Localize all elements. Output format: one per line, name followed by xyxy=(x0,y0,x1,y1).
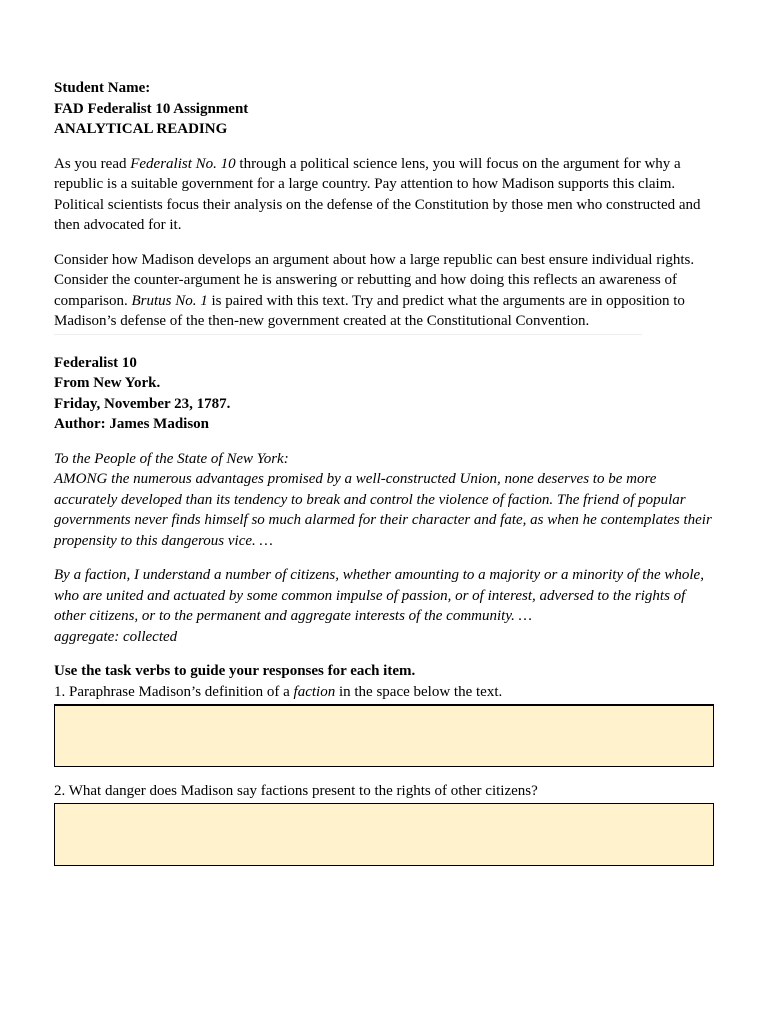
question-1-post: in the space below the text. xyxy=(335,683,503,700)
section-title: ANALYTICAL READING xyxy=(54,121,228,137)
excerpt-block-2 xyxy=(54,565,716,647)
excerpt-paragraph-2: By a faction, I understand a number of citizens, whether amounting to a majority or a minority of the whole, who are united and actuated by some common impulse of passion, or of interest, adversed to the rights of other citizens, or to the permanent and aggregate interests of the community. … xyxy=(54,567,704,624)
task-instruction: Use the task verbs to guide your responses for each item. xyxy=(54,663,416,679)
answer-box-1[interactable] xyxy=(54,704,714,767)
intro-p2-pre: Consider how Madison develops an argument about how a large republic can best ensure individual rights. Consider the counter-argument he is answering or rebutting and how doing this reflects an awareness of comparison. xyxy=(54,251,695,309)
student-name-label: Student Name: xyxy=(54,80,151,96)
document-header xyxy=(54,78,716,140)
excerpt-paragraph-1: AMONG the numerous advantages promised by a well-constructed Union, none deserves to be more accurately developed than its tendency to break and control the violence of faction. The friend of popular governments never finds himself so much alarmed for their character and fate, as when he contemplates their propensity to this dangerous vice. … xyxy=(54,471,712,549)
question-1-pre: 1. Paraphrase Madison’s definition of a xyxy=(54,683,294,700)
excerpt-salutation: To the People of the State of New York: xyxy=(54,450,289,467)
question-1 xyxy=(54,682,716,703)
intro-p1-title: Federalist No. 10 xyxy=(130,155,236,172)
document-page xyxy=(54,78,716,866)
intro-p1-post: through a political science lens, you will focus on the argument for why a republic is a suitable government for a large country. Pay attention to how Madison supports this claim. Political scientists focus their analysis on the defense of the Constitution by those men who constructed and then advocated for it. xyxy=(54,155,701,233)
answer-box-2[interactable] xyxy=(54,803,714,866)
assignment-title: FAD Federalist 10 Assignment xyxy=(54,100,249,117)
source-author: Author: James Madison xyxy=(54,416,210,432)
source-info xyxy=(54,353,716,435)
intro-paragraph-2 xyxy=(54,250,716,332)
source-from: From New York. xyxy=(54,375,161,391)
question-1-term: faction xyxy=(293,683,336,700)
intro-p2-title: Brutus No. 1 xyxy=(131,292,208,309)
question-2: 2. What danger does Madison say factions present to the rights of other citizens? xyxy=(54,783,538,799)
intro-p2-post: is paired with this text. Try and predict what the arguments are in opposition to Madison’s defense of the then-new government created at the Constitutional Convention. xyxy=(54,292,685,329)
intro-p1-pre: As you read xyxy=(54,155,131,172)
source-date: Friday, November 23, 1787. xyxy=(54,395,231,412)
excerpt-block-1 xyxy=(54,449,716,552)
excerpt-gloss: aggregate: collected xyxy=(54,628,178,645)
intro-paragraph-1 xyxy=(54,154,716,236)
source-title: Federalist 10 xyxy=(54,354,137,371)
